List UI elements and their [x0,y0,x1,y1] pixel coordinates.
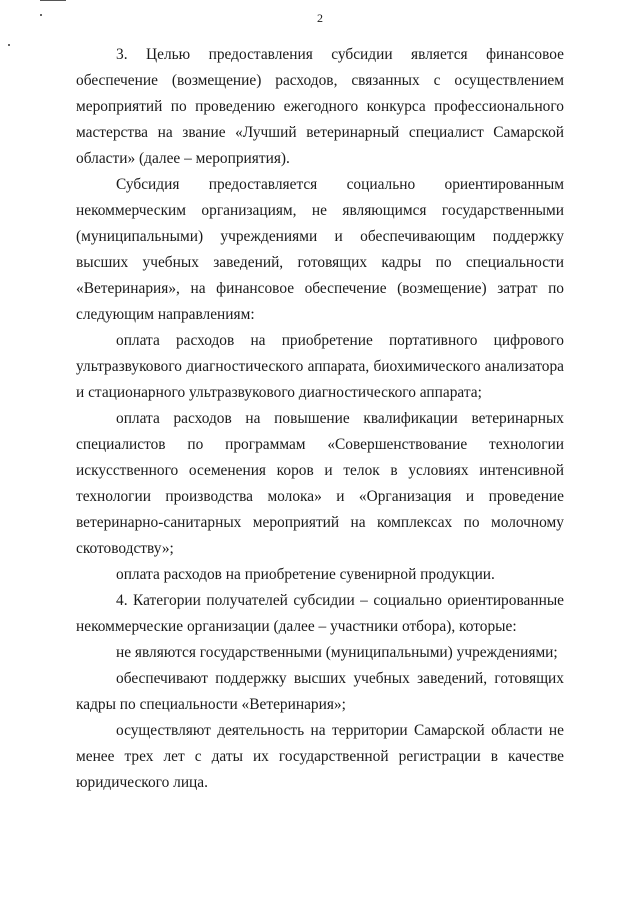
paragraph-criterion-1: не являются государственными (муниципальными) учреждениями; [116,644,558,661]
scan-artifact-line [40,0,66,1]
paragraph-criterion-3: осуществляют деятельность на территории Самарской области не менее трех лет с даты их государственной регистрации в качестве юридического лица. [76,722,564,791]
paragraph-criterion-2: обеспечивают поддержку высших учебных заведений, готовящих кадры по специальности «Ветеринария»; [76,670,564,713]
scan-speck [8,44,10,46]
paragraph-section-3: 3. Целью предоставления субсидии является финансовое обеспечение (возмещение) расходов, связанных с осуществлением мероприятий по проведению ежегодного конкурса профессионального мастерства на звание «Лучший ветеринарный специалист Самарской области» (далее – мероприятия). [76,46,564,167]
page-number: 2 [317,11,323,25]
document-body [76,42,564,796]
paragraph-section-4: 4. Категории получателей субсидии – социально ориентированные некоммерческие организации (далее – участники отбора), которые: [76,592,564,635]
paragraph-direction-training: оплата расходов на повышение квалификации ветеринарных специалистов по программам «Совершенствование технологии искусственного осеменения коров и телок в условиях интенсивной технологии производства молока» и «Организация и проведение ветеринарно-санитарных мероприятий на комплексах по молочному скотоводству»; [76,410,564,557]
paragraph-direction-equipment: оплата расходов на приобретение портативного цифрового ультразвукового диагностического аппарата, биохимического анализатора и стационарного ультразвукового диагностического аппарата; [76,332,564,401]
paragraph-subsidy-recipients: Субсидия предоставляется социально ориентированным некоммерческим организациям, не являющимся государственными (муниципальными) учреждениями и обеспечивающим поддержку высших учебных заведений, готовящих кадры по специальности «Ветеринария», на финансовое обеспечение (возмещение) затрат по следующим направлениям: [76,176,564,323]
paragraph-direction-souvenirs: оплата расходов на приобретение сувенирной продукции. [116,566,495,583]
